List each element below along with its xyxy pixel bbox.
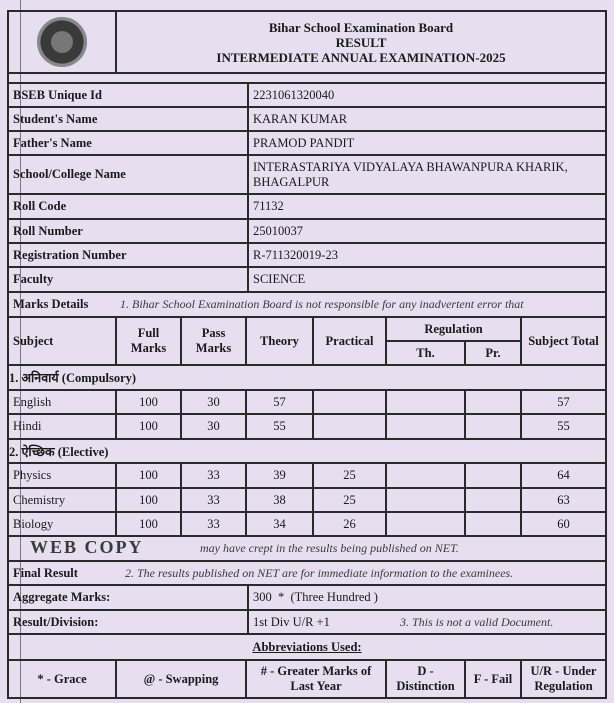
detail-value: INTERASTARIYA VIDYALAYA BHAWANPURA KHARIK, BHAGALPUR	[248, 155, 606, 194]
subject-total: 63	[521, 488, 606, 512]
full-marks: 100	[116, 463, 181, 488]
pass-marks: 33	[181, 463, 246, 488]
full-marks: 100	[116, 414, 181, 439]
abbreviations-table	[7, 659, 607, 699]
detail-row	[8, 267, 606, 292]
result-division-value: 1st Div U/R +1	[253, 614, 330, 629]
abbreviation-greater-marks: # - Greater Marks of Last Year	[246, 660, 386, 698]
detail-label: Faculty	[8, 267, 248, 292]
disclaimer-line: 3. This is not a valid Document.	[400, 615, 554, 629]
regulation-th	[386, 512, 465, 536]
header-practical: Practical	[313, 317, 386, 365]
marks-table	[7, 316, 607, 562]
header-full-marks: Full Marks	[116, 317, 181, 365]
subject-name: English	[8, 390, 116, 414]
detail-label: Student's Name	[8, 107, 248, 131]
theory-marks: 57	[246, 390, 313, 414]
regulation-pr	[465, 512, 521, 536]
aggregate-label: Aggregate Marks:	[8, 585, 248, 610]
subject-total: 57	[521, 390, 606, 414]
subject-total: 60	[521, 512, 606, 536]
abbreviations-heading: Abbreviations Used:	[252, 639, 362, 654]
header-subject-total: Subject Total	[521, 317, 606, 365]
detail-row	[8, 219, 606, 243]
detail-label: School/College Name	[8, 155, 248, 194]
regulation-th	[386, 390, 465, 414]
result-division-label: Result/Division:	[8, 610, 248, 634]
detail-row	[8, 155, 606, 194]
aggregate-value: 300 * (Three Hundred )	[248, 585, 606, 610]
disclaimer-line: may have crept in the results being published on NET.	[200, 541, 459, 555]
header-subject: Subject	[8, 317, 116, 365]
web-copy-watermark: WEB COPY	[30, 537, 144, 557]
marks-details-heading: Marks Details	[13, 297, 89, 311]
pass-marks: 30	[181, 414, 246, 439]
theory-marks: 39	[246, 463, 313, 488]
detail-label: BSEB Unique Id	[8, 83, 248, 107]
detail-row	[8, 83, 606, 107]
detail-value: R-711320019-23	[248, 243, 606, 267]
final-result-heading: Final Result	[13, 565, 78, 580]
abbreviation-fail: F - Fail	[465, 660, 521, 698]
header-regulation-pr: Pr.	[465, 341, 521, 365]
practical-marks	[313, 390, 386, 414]
detail-value: KARAN KUMAR	[248, 107, 606, 131]
subject-name: Biology	[8, 512, 116, 536]
result-heading: RESULT	[335, 34, 387, 50]
detail-row	[8, 107, 606, 131]
subject-total: 55	[521, 414, 606, 439]
theory-marks: 55	[246, 414, 313, 439]
detail-label: Registration Number	[8, 243, 248, 267]
board-name: Bihar School Examination Board	[268, 19, 454, 35]
practical-marks: 26	[313, 512, 386, 536]
abbreviation-distinction: D - Distinction	[386, 660, 465, 698]
detail-value: 25010037	[248, 219, 606, 243]
detail-value: PRAMOD PANDIT	[248, 131, 606, 155]
detail-row	[8, 131, 606, 155]
pass-marks: 33	[181, 512, 246, 536]
compulsory-section-label: 1. अनिवार्य (Compulsory)	[8, 365, 606, 390]
detail-value: 71132	[248, 194, 606, 219]
subject-row	[8, 512, 606, 536]
detail-value: 2231061320040	[248, 83, 606, 107]
abbreviation-under-regulation: U/R - Under Regulation	[521, 660, 606, 698]
elective-section-label: 2. ऐच्छिक (Elective)	[8, 439, 606, 463]
full-marks: 100	[116, 488, 181, 512]
full-marks: 100	[116, 512, 181, 536]
header-regulation: Regulation	[386, 317, 521, 341]
pass-marks: 33	[181, 488, 246, 512]
logo-cell	[8, 11, 116, 73]
exam-name: INTERMEDIATE ANNUAL EXAMINATION-2025	[216, 49, 506, 65]
subject-row	[8, 463, 606, 488]
detail-value: SCIENCE	[248, 267, 606, 292]
subject-row	[8, 390, 606, 414]
subject-name: Chemistry	[8, 488, 116, 512]
theory-marks: 38	[246, 488, 313, 512]
header-regulation-th: Th.	[386, 341, 465, 365]
regulation-th	[386, 488, 465, 512]
full-marks: 100	[116, 390, 181, 414]
practical-marks: 25	[313, 463, 386, 488]
detail-row	[8, 194, 606, 219]
detail-row	[8, 243, 606, 267]
subject-name: Hindi	[8, 414, 116, 439]
subject-name: Physics	[8, 463, 116, 488]
student-details-table	[7, 82, 607, 318]
regulation-pr	[465, 390, 521, 414]
regulation-pr	[465, 463, 521, 488]
disclaimer-line: 2. The results published on NET are for immediate information to the examinees.	[125, 566, 514, 580]
theory-marks: 34	[246, 512, 313, 536]
abbreviation-grace: * - Grace	[8, 660, 116, 698]
subject-row	[8, 414, 606, 439]
disclaimer-line: 1. Bihar School Examination Board is not responsible for any inadvertent error that	[120, 297, 524, 311]
abbreviation-swapping: @ - Swapping	[116, 660, 246, 698]
detail-label: Roll Number	[8, 219, 248, 243]
practical-marks: 25	[313, 488, 386, 512]
subject-total: 64	[521, 463, 606, 488]
subject-row	[8, 488, 606, 512]
header-table	[7, 10, 607, 84]
header-pass-marks: Pass Marks	[181, 317, 246, 365]
header-theory: Theory	[246, 317, 313, 365]
practical-marks	[313, 414, 386, 439]
detail-label: Father's Name	[8, 131, 248, 155]
regulation-th	[386, 463, 465, 488]
detail-label: Roll Code	[8, 194, 248, 219]
title-block	[116, 11, 606, 73]
bseb-seal-logo	[37, 17, 87, 67]
regulation-th	[386, 414, 465, 439]
pass-marks: 30	[181, 390, 246, 414]
regulation-pr	[465, 414, 521, 439]
regulation-pr	[465, 488, 521, 512]
